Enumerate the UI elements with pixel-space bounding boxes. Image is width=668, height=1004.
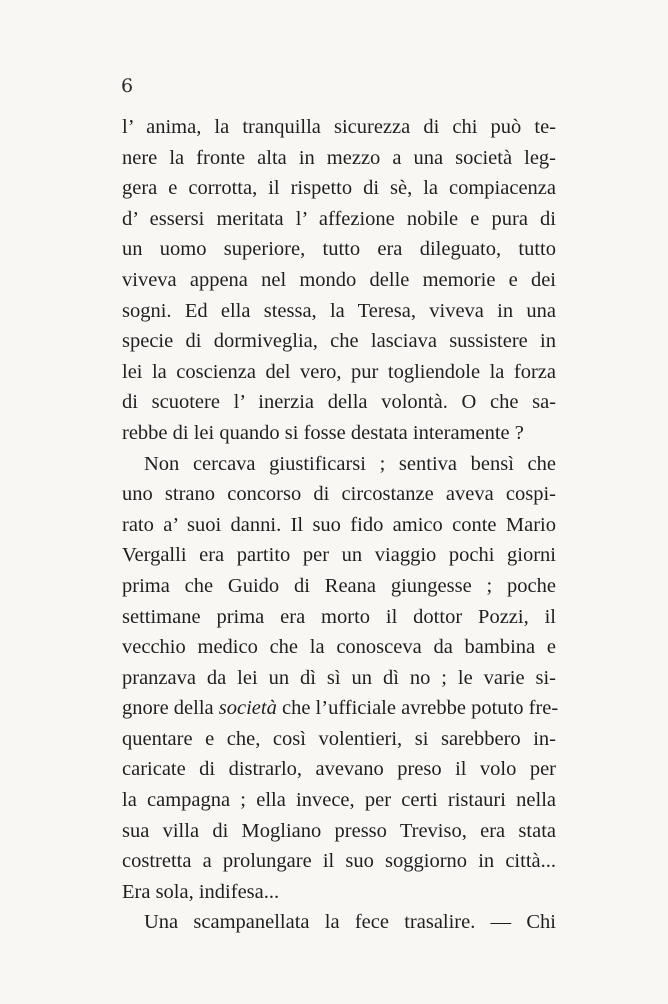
text-line: di scuotere l’ inerzia della volontà. O che sa-	[122, 391, 556, 414]
text-line: d’ essersi meritata l’ affezione nobile e pura di	[122, 207, 556, 230]
text-line: nere la fronte alta in mezzo a una società leg-	[122, 146, 556, 169]
text-line: Era sola, indifesa...	[122, 880, 280, 903]
text-line: settimane prima era morto il dottor Pozzi, il	[122, 605, 556, 628]
text-line: viveva appena nel mondo delle memorie e dei	[122, 268, 556, 291]
text-line: rebbe di lei quando si fosse destata interamente ?	[122, 421, 524, 444]
text-line: rato a’ suoi danni. Il suo fido amico conte Mario	[122, 513, 556, 536]
text-line: specie di dormiveglia, che lasciava sussistere in	[122, 330, 556, 353]
text-segment: gnore della	[122, 697, 219, 720]
text-line: gera e corrotta, il rispetto di sè, la compiacenza	[122, 177, 556, 200]
text-line: un uomo superiore, tutto era dileguato, tutto	[122, 238, 556, 261]
text-line: sogni. Ed ella stessa, la Teresa, viveva in una	[122, 299, 556, 322]
text-line: prima che Guido di Reana giungesse ; poche	[122, 574, 556, 597]
text-line: uno strano concorso di circostanze aveva cospi-	[122, 483, 556, 506]
text-line: Vergalli era partito per un viaggio pochi giorni	[122, 544, 556, 567]
text-line: l’ anima, la tranquilla sicurezza di chi può te-	[122, 116, 556, 138]
text-segment: che l’ufficiale avrebbe potuto fre-	[276, 697, 559, 720]
text-line: sua villa di Mogliano presso Treviso, era stata	[122, 819, 556, 842]
text-line: la campagna ; ella invece, per certi ristauri nella	[122, 789, 556, 812]
page-number: 6	[121, 75, 134, 97]
text-line	[122, 693, 559, 724]
text-line: Non cercava giustificarsi ; sentiva bensì che	[144, 452, 556, 475]
italic-word: società	[218, 697, 277, 720]
text-line: lei la coscienza del vero, pur togliendole la forza	[122, 360, 556, 383]
text-line: pranzava da lei un dì sì un dì no ; le varie si-	[122, 666, 556, 689]
text-line: costretta a prolungare il suo soggiorno in città...	[122, 850, 556, 873]
text-line: Una scampanellata la fece trasalire. — Chi	[144, 911, 556, 934]
text-line: quentare e che, così volentieri, si sarebbero in-	[122, 727, 556, 750]
body-text	[122, 112, 559, 938]
text-line: caricate di distrarlo, avevano preso il volo per	[122, 758, 556, 781]
text-line: vecchio medico che la conosceva da bambina e	[122, 636, 556, 659]
